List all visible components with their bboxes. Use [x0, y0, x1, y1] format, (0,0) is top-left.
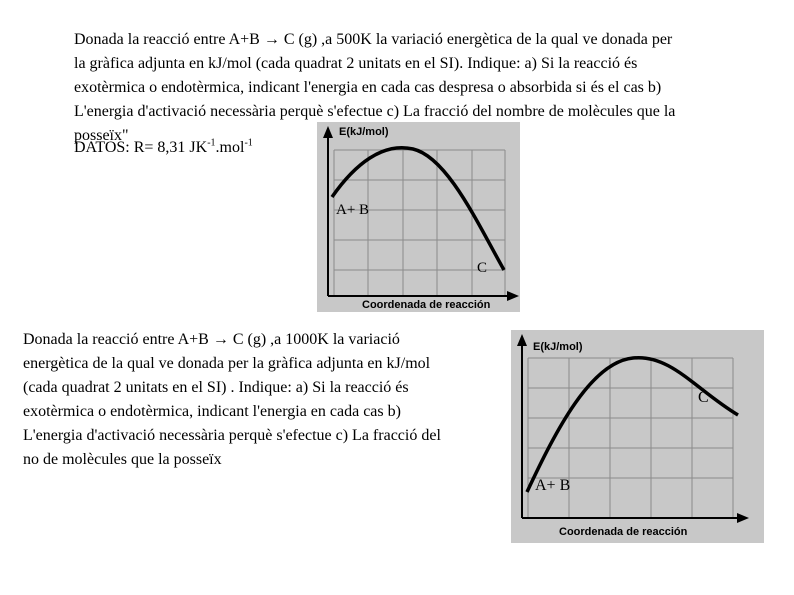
problem1-line: L'energia d'activació necessària perquè s'efectue c) La fracció del nombre de molècules que la	[74, 103, 676, 120]
problem1-line: la gràfica adjunta en kJ/mol (cada quadrat 2 unitats en el SI). Indique: a) Si la reacció és	[74, 55, 638, 72]
y-axis-arrow-icon	[323, 126, 333, 138]
x-axis-label: Coordenada de reacción	[559, 526, 688, 538]
problem1-data-constants	[74, 136, 253, 160]
y-axis-label: E(kJ/mol)	[533, 341, 583, 353]
x-axis-arrow-icon	[737, 513, 749, 523]
x-axis-label: Coordenada de reacción	[362, 299, 491, 311]
datos-prefix: DATOS: R= 8,31 JK	[74, 139, 208, 156]
problem2-line: (cada quadrat 2 unitats en el SI) . Indique: a) Si la reacció és	[23, 379, 409, 396]
problem1-line: Donada la reacció entre A+B → C (g) ,a 500K la variació energètica de la qual ve donada per	[74, 31, 673, 48]
datos-exponent: -1	[244, 137, 253, 149]
problem2-line: exotèrmica o endotèrmica, indicant l'energia en cada cas b)	[23, 403, 401, 420]
problem1-line: posseïx"	[74, 127, 129, 144]
energy-curve	[527, 358, 738, 492]
problem2-line: Donada la reacció entre A+B → C (g) ,a 1000K la variació	[23, 331, 400, 348]
product-label: C	[698, 389, 709, 406]
grid-lines	[528, 358, 733, 518]
datos-exponent: -1	[207, 137, 216, 149]
problem2-line: no de molècules que la posseïx	[23, 451, 222, 468]
problem2-line: L'energia d'activació necessària perquè s'efectue c) La fracció del	[23, 427, 441, 444]
problem2-line: energètica de la qual ve donada per la gràfica adjunta en kJ/mol	[23, 355, 431, 372]
energy-diagram-2	[511, 330, 764, 543]
product-label: C	[477, 260, 488, 276]
y-axis-arrow-icon	[517, 334, 527, 346]
problem2-text	[23, 328, 498, 472]
reactant-label: A+ B	[336, 202, 370, 218]
x-axis-arrow-icon	[507, 291, 519, 301]
y-axis-label: E(kJ/mol)	[339, 126, 389, 138]
datos-unit: .mol	[215, 139, 245, 156]
reactant-label: A+ B	[535, 477, 571, 494]
problem1-line: exotèrmica o endotèrmica, indicant l'energia en cada cas despresa o absorbida si és el cas b)	[74, 79, 662, 96]
energy-diagram-1	[317, 122, 520, 312]
